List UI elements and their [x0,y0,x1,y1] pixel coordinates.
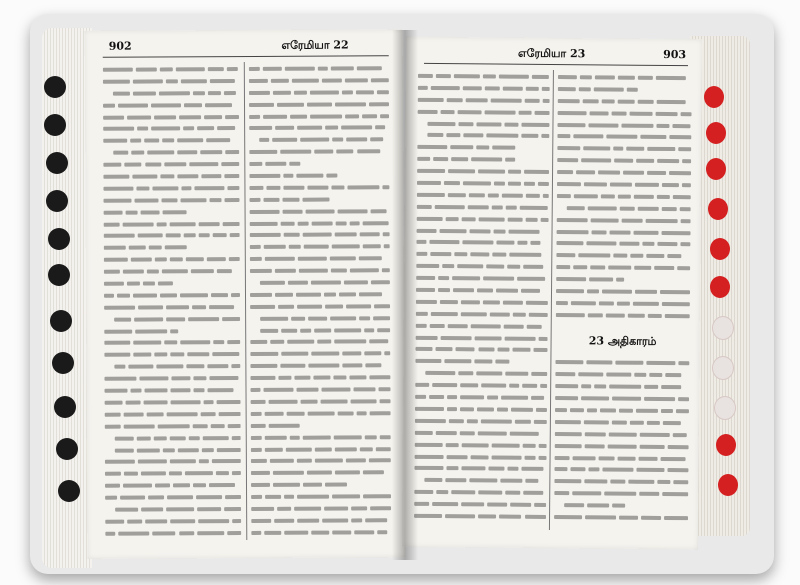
thumb-tab [50,310,72,332]
text-line [251,430,391,443]
text-line [249,168,389,181]
text-line [105,443,241,456]
thumb-tab [710,276,730,298]
text-line [105,466,241,479]
text-line [103,133,239,146]
text-line [103,181,239,194]
text-line [251,454,391,467]
right-page-number: 903 [663,47,687,62]
thumb-tab [706,122,726,144]
text-line [104,300,240,313]
text-line [249,133,389,146]
text-line [249,156,389,169]
text-line [105,478,241,491]
text-line [104,336,240,349]
text-line [249,61,389,74]
text-line [104,288,240,301]
text-line [249,192,389,205]
text-line [103,145,239,158]
text-line [251,466,391,479]
thumb-tab [706,158,726,180]
text-line [251,442,391,455]
text-line [250,323,390,336]
text-line [251,513,391,526]
thumb-tab [708,198,728,220]
text-line [251,394,391,407]
text-line [249,180,389,193]
text-line [104,217,240,230]
text-line [104,205,240,218]
right-page [402,37,702,550]
thumb-tab [48,228,70,250]
text-line [251,489,391,502]
text-line [250,347,390,360]
text-line [103,86,239,99]
thumb-tab [52,352,74,374]
text-line [250,216,390,229]
text-line [105,395,241,408]
text-line [250,275,390,288]
right-column-text-a [414,69,550,530]
text-line [249,73,389,86]
thumb-tab [714,396,736,420]
text-line [250,228,390,241]
text-line [104,252,240,265]
text-line [103,121,239,134]
text-line [250,382,390,395]
text-line [105,514,241,527]
text-line [105,407,241,420]
left-running-header: எரேமியா 22 [281,38,349,52]
text-line [250,240,390,253]
text-line [249,144,389,157]
text-line [105,454,241,467]
left-page-header [103,37,389,57]
right-running-header: எரேமியா 23 [518,46,586,61]
text-line [104,359,240,372]
text-line [104,312,240,325]
text-line [104,383,240,396]
text-line [104,324,240,337]
right-column-divider [549,70,554,530]
thumb-tab [712,316,734,340]
text-line [250,263,390,276]
text-line [250,370,390,383]
thumb-tab [44,76,66,98]
left-page [85,29,406,559]
thumb-tab [56,438,78,460]
text-line [105,526,241,539]
text-line [250,299,390,312]
text-line [554,510,688,523]
thumb-tab [58,480,80,502]
text-line [250,204,390,217]
text-line [251,525,391,538]
text-line [105,490,241,503]
text-line [250,287,390,300]
text-line [251,477,391,490]
text-line [250,335,390,348]
chapter-heading: 23 அதிகாரம் [556,334,690,350]
right-column-text-b [554,70,692,531]
thumb-tab [46,190,68,212]
text-line [251,406,391,419]
left-column-text-a [103,62,242,541]
thumb-tab [48,264,70,286]
text-line [251,501,391,514]
text-line [104,371,240,384]
thumb-tab [44,114,66,136]
text-line [105,431,241,444]
text-line [105,502,241,515]
text-line [103,193,239,206]
thumb-tab [54,396,76,418]
thumb-tab [716,434,736,456]
text-line [249,121,389,134]
text-line [249,85,389,98]
text-line [250,251,390,264]
text-line [104,264,240,277]
left-page-number: 902 [108,39,132,53]
text-line [103,169,239,182]
text-line [103,74,239,87]
text-line [104,240,240,253]
text-line [103,98,239,111]
text-line [103,110,239,123]
thumb-tab [710,238,730,260]
thumb-tab [712,356,734,380]
text-line [249,109,389,122]
thumb-tab [704,86,724,108]
text-line [250,311,390,324]
text-line [251,418,391,431]
text-line [104,276,240,289]
text-line [105,419,241,432]
text-line [414,509,546,522]
text-line [249,97,389,110]
text-line [104,228,240,241]
left-column-text-b [249,61,392,540]
text-line [103,62,239,75]
text-line [250,359,390,372]
right-page-header [424,45,688,66]
thumb-tab [718,474,738,496]
text-line [104,347,240,360]
book-gutter-shadow [392,30,418,560]
text-line [103,157,239,170]
left-column-divider [244,62,248,540]
thumb-tab [46,152,68,174]
